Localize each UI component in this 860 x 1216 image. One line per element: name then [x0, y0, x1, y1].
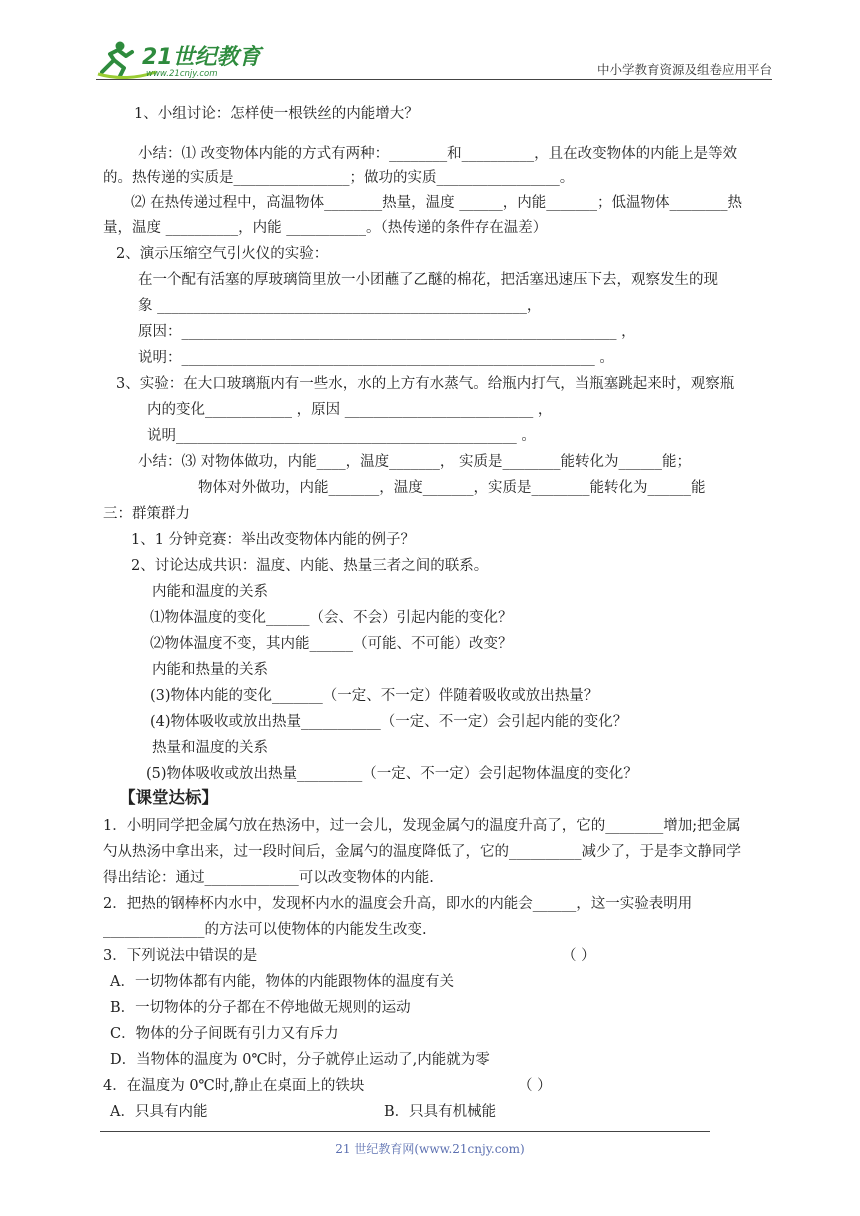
text-line: ⑵物体温度不变，其内能______（可能、不可能）改变？: [150, 636, 513, 652]
text-line: 量，温度 __________，内能 ___________。（热传递的条件存在温差）: [103, 220, 548, 236]
text-line: 象 ___________________________________________________，: [138, 298, 542, 314]
text-line: （ ）: [562, 948, 596, 964]
text-line: (5)物体吸收或放出热量_________（一定、不一定）会引起物体温度的变化？: [146, 766, 638, 782]
text-line: 的。热传递的实质是________________；做功的实质_________________。: [103, 170, 575, 186]
logo-text: 21世纪教育: [142, 45, 261, 70]
text-line: 3．下列说法中错误的是: [103, 948, 258, 964]
text-line: 4．在温度为 0℃时,静止在桌面上的铁块: [103, 1078, 365, 1094]
text-line: 2、讨论达成共识：温度、内能、热量三者之间的联系。: [131, 558, 489, 574]
text-line: (4)物体吸收或放出热量___________（一定、不一定）会引起内能的变化？: [150, 714, 628, 730]
footer-link[interactable]: 21 世纪教育网(www.21cnjy.com): [335, 1142, 525, 1156]
text-line: 内能和温度的关系: [152, 584, 268, 600]
text-line: A．一切物体都有内能，物体的内能跟物体的温度有关: [110, 974, 454, 990]
text-line: 内能和热量的关系: [152, 662, 268, 678]
site-logo[interactable]: [96, 38, 266, 80]
text-line: 2．把热的钢棒杯内水中，发现杯内水的温度会升高，即水的内能会______，这一实验表明用: [103, 896, 693, 912]
text-line: 热量和温度的关系: [152, 740, 268, 756]
footer-divider: [100, 1131, 710, 1132]
text-line: 原因：____________________________________________________________ ，: [138, 324, 636, 340]
header-platform-text: 中小学教育资源及组卷应用平台: [596, 62, 772, 77]
text-line: D．当物体的温度为 0℃时，分子就停止运动了,内能就为零: [110, 1052, 490, 1068]
text-line: A．只具有内能: [110, 1104, 208, 1120]
text-line: 物体对外做功，内能_______，温度_______，实质是________能转化为______能: [198, 480, 706, 496]
text-line: 小结：⑴ 改变物体内能的方式有两种：________和__________，且在改变物体的内能上是等效: [138, 146, 738, 162]
text-line: 说明：_________________________________________________________ 。: [138, 350, 614, 366]
text-line: 勺从热汤中拿出来，过一段时间后，金属勺的温度降低了，它的__________减少了，于是李文静同学: [103, 844, 741, 860]
header-divider: [96, 79, 772, 80]
text-line: ⑵ 在热传递过程中，高温物体________热量，温度 ______，内能_______；低温物体________热: [131, 195, 742, 211]
text-line: B．一切物体的分子都在不停地做无规则的运动: [110, 1000, 411, 1016]
text-line: ⑴物体温度的变化______（会、不会）引起内能的变化？: [150, 610, 513, 626]
text-line: （ ）: [518, 1078, 552, 1094]
text-line: C．物体的分子间既有引力又有斥力: [110, 1026, 339, 1042]
text-line: 说明_______________________________________________ 。: [147, 428, 536, 444]
text-line: 3、实验：在大口玻璃瓶内有一些水，水的上方有水蒸气。给瓶内打气，当瓶塞跳起来时，观察瓶: [116, 376, 735, 392]
text-line: 1、小组讨论：怎样使一根铁丝的内能增大？: [134, 106, 419, 122]
section-heading: 【课堂达标】: [119, 788, 218, 807]
text-line: 在一个配有活塞的厚玻璃筒里放一小团蘸了乙醚的棉花，把活塞迅速压下去，观察发生的现: [138, 272, 718, 288]
text-line: 得出结论：通过_____________可以改变物体的内能.: [103, 870, 434, 886]
text-line: 三：群策群力: [103, 506, 190, 522]
text-line: ______________的方法可以使物体的内能发生改变.: [103, 922, 427, 938]
text-line: B．只具有机械能: [384, 1104, 497, 1120]
text-line: 2、演示压缩空气引火仪的实验：: [116, 246, 329, 262]
text-line: 1．小明同学把金属勺放在热汤中，过一会儿，发现金属勺的温度升高了，它的________增加;把金属: [103, 818, 741, 834]
text-line: 小结：⑶ 对物体做功，内能____，温度_______， 实质是________能转化为______能；: [138, 454, 691, 470]
text-line: 1、1 分钟竞赛：举出改变物体内能的例子？: [131, 532, 416, 548]
text-line: 内的变化____________ ，原因 __________________________ ，: [147, 402, 553, 418]
text-line: (3)物体内能的变化_______（一定、不一定）伴随着吸收或放出热量？: [150, 688, 599, 704]
logo-url: www.21cnjy.com: [146, 69, 218, 79]
